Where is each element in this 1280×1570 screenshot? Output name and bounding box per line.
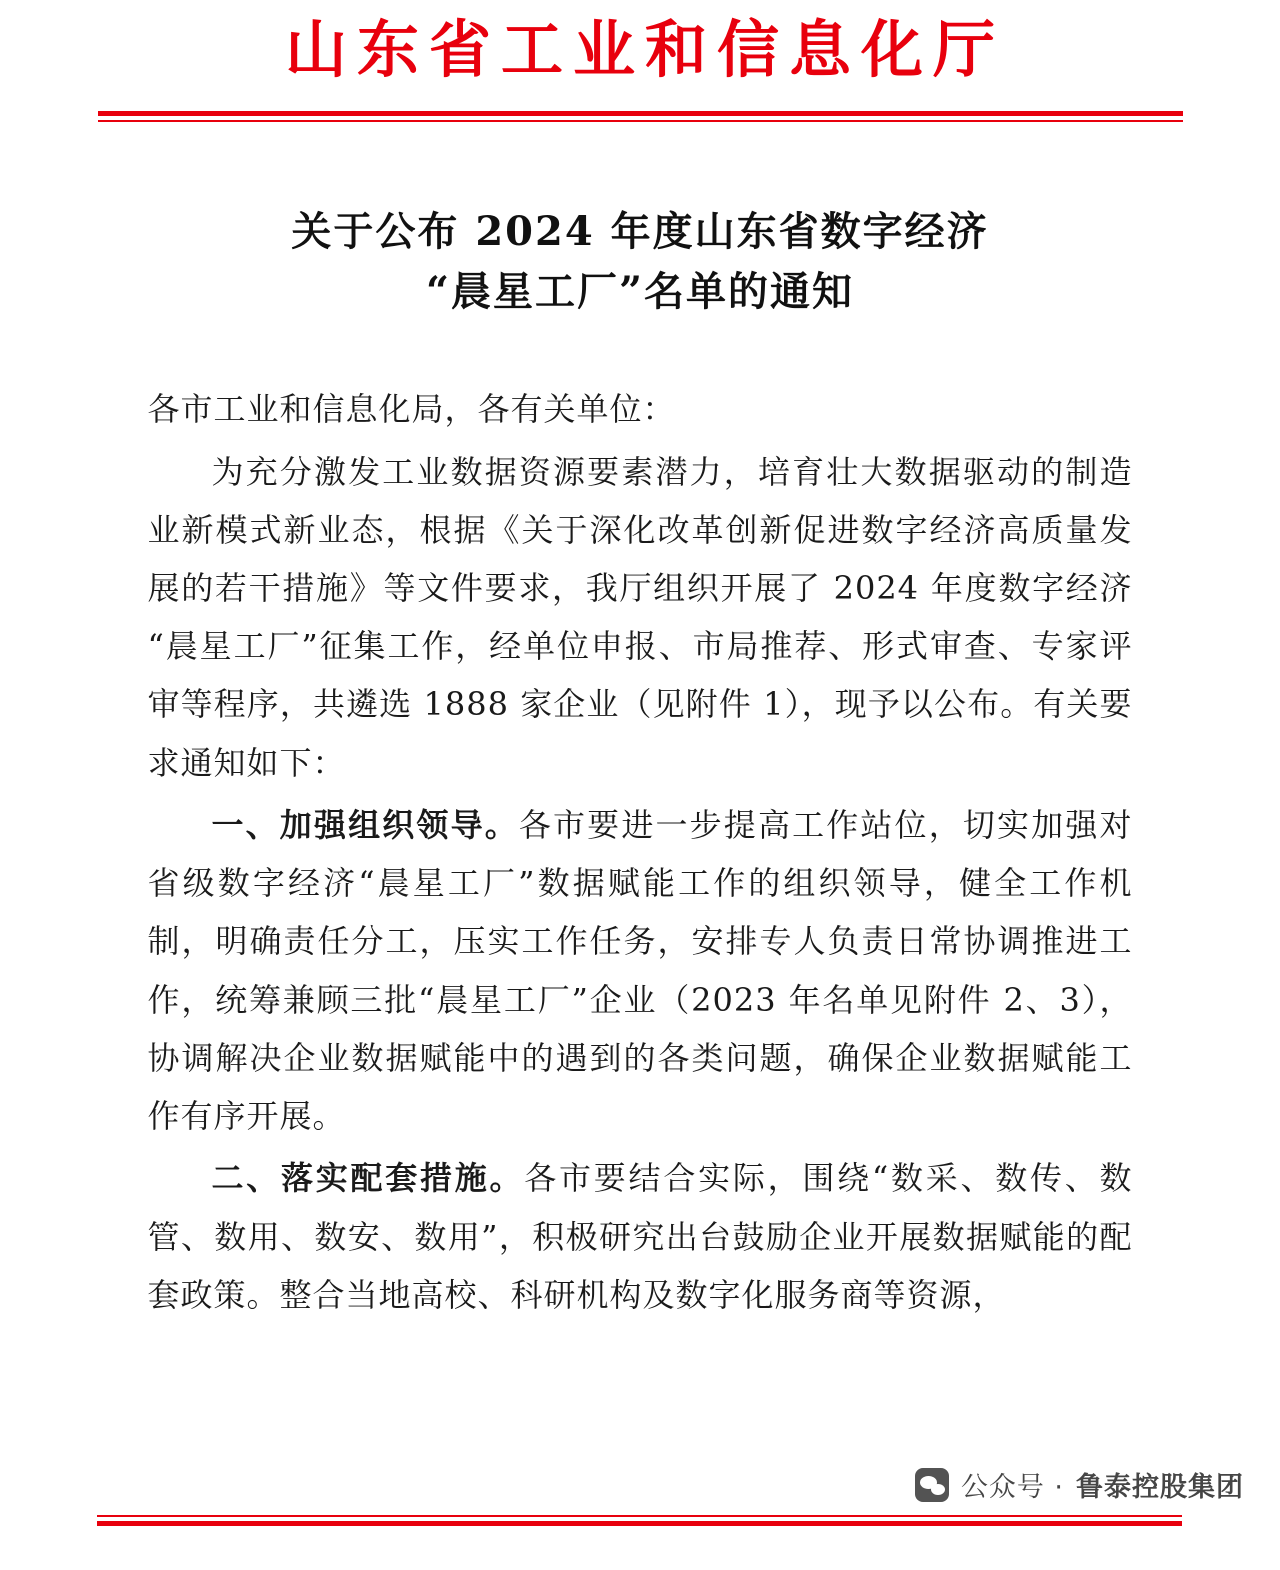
section-two-heading: 二、落实配套措施。 — [211, 1159, 525, 1198]
page-bottom-edge — [0, 1554, 1280, 1570]
section-two-paragraph — [148, 1149, 1133, 1324]
document-title-line-2: “晨星工厂”名单的通知 — [425, 268, 854, 316]
footer-thick-line — [97, 1521, 1182, 1526]
section-one-text: 各市要进一步提高工作站位，切实加强对省级数字经济“晨星工厂”数据赋能工作的组织领导，健全工作机制，明确责任分工，压实工作任务，安排专人负责日常协调推进工作，统筹兼顾三批“晨星工厂”企业（2023 年名单见附件 2、3），协调解决企业数据赋能中的遇到的各类问题，确保企业数据赋能工作有序开展。 — [147, 805, 1133, 1136]
footer-divider — [97, 1515, 1182, 1526]
watermark-prefix: 公众号 · — [960, 1472, 1064, 1503]
intro-paragraph: 为充分激发工业数据资源要素潜力，培育壮大数据驱动的制造业新模式新业态，根据《关于深化改革创新促进数字经济高质量发展的若干措施》等文件要求，我厅组织开展了 2024 年度数字经济“晨星工厂”征集工作，经单位申报、市局推荐、形式审查、专家评审等程序，共遴选 1888 家企业（见附件 1），现予以公布。有关要求通知如下： — [147, 452, 1133, 782]
wechat-icon — [915, 1468, 949, 1502]
wechat-watermark — [915, 1465, 1244, 1504]
section-one-heading: 一、加强组织领导。 — [211, 805, 519, 844]
document-title-line-1: 关于公布 2024 年度山东省数字经济 — [291, 208, 989, 256]
document-body — [148, 380, 1133, 1324]
letterhead-divider — [98, 111, 1183, 122]
section-one-paragraph — [148, 796, 1133, 1145]
watermark-account-name: 鲁泰控股集团 — [1076, 1472, 1244, 1503]
section-two-text: 各市要结合实际，围绕“数采、数传、数管、数用、数安、数用”，积极研究出台鼓励企业开展数据赋能的配套政策。整合当地高校、科研机构及数字化服务商等资源， — [147, 1159, 1133, 1314]
issuing-organization-title: 山东省工业和信息化厅 — [284, 13, 1005, 86]
document-title — [0, 202, 1280, 322]
divider-thin-line — [98, 120, 1183, 122]
salutation-paragraph: 各市工业和信息化局，各有关单位： — [147, 390, 676, 429]
letterhead — [0, 0, 1280, 122]
